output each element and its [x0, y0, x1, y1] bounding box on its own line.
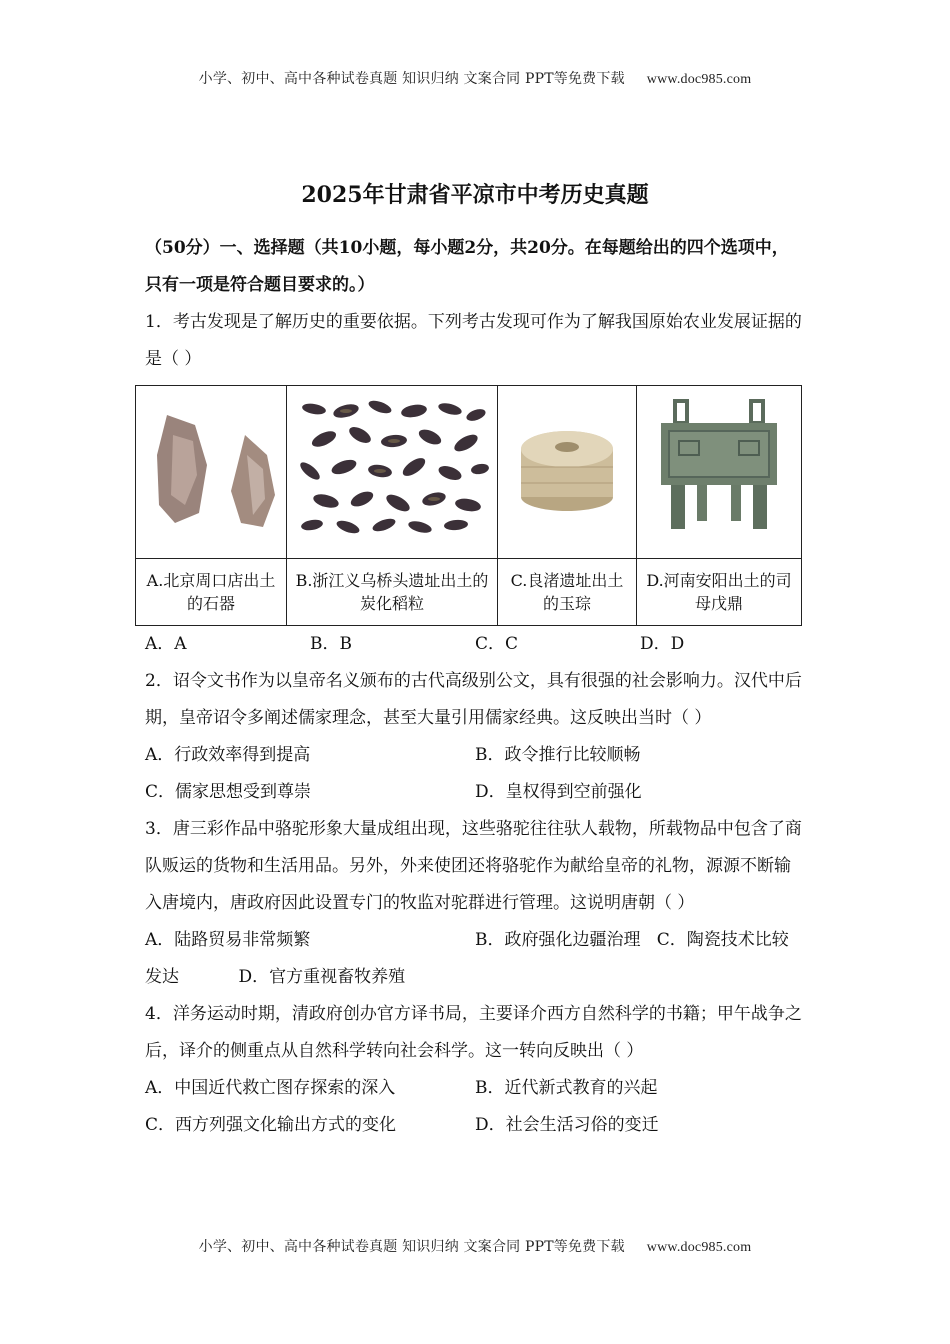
question-4-stem: 4．洋务运动时期，清政府创办官方译书局，主要译介西方自然科学的书籍；甲午战争之后，译介的侧重点从自然科学转向社会科学。这一转向反映出（ ） — [145, 1004, 802, 1061]
q3-option-a[interactable]: A．陆路贸易非常频繁 — [145, 930, 311, 950]
question-2-stem: 2．诏令文书作为以皇帝名义颁布的古代高级别公文，具有很强的社会影响力。汉代中后期，皇帝诏令多阐述儒家理念，甚至大量引用儒家经典。这反映出当时（ ） — [145, 671, 802, 728]
footer-text: 小学、初中、高中各种试卷真题 知识归纳 文案合同 PPT等免费下载 — [198, 1239, 625, 1255]
q2-option-b[interactable]: B．政令推行比较顺畅 — [475, 745, 641, 765]
q2-option-d[interactable]: D．皇权得到空前强化 — [475, 782, 642, 802]
q3-option-b[interactable]: B．政府强化边疆治理 — [475, 930, 641, 950]
question-1-stem: 1．考古发现是了解历史的重要依据。下列考古发现可作为了解我国原始农业发展证据的是（ ） — [145, 312, 802, 369]
page-footer — [0, 1236, 950, 1256]
question-4-options-row2 — [145, 1107, 805, 1144]
section-heading: （50分）一、选择题（共10小题，每小题2分，共20分。在每题给出的四个选项中，只有一项是符合题目要求的。） — [145, 238, 789, 295]
question-1-image-table — [135, 385, 802, 626]
jade-cong-icon — [507, 405, 627, 525]
page-header — [0, 68, 950, 88]
q4-option-d[interactable]: D．社会生活习俗的变迁 — [475, 1115, 659, 1135]
rice-grains-icon — [294, 395, 490, 535]
q1-option-b[interactable]: B．B — [310, 634, 352, 654]
question-3-options — [145, 922, 805, 996]
stone-tools-image — [136, 386, 287, 559]
q3-option-c[interactable]: C．陶瓷技术比较发达 — [145, 930, 789, 987]
q1-option-d[interactable]: D．D — [640, 634, 685, 654]
q4-option-b[interactable]: B．近代新式教育的兴起 — [475, 1078, 658, 1098]
question-3-stem: 3．唐三彩作品中骆驼形象大量成组出现，这些骆驼往往驮人载物，所载物品中包含了商队贩运的货物和生活用品。另外，外来使团还将骆驼作为献给皇帝的礼物，源源不断输入唐境内，唐政府因此设置专门的牧监对驼群进行管理。这说明唐朝（ ） — [145, 819, 802, 913]
q4-option-a[interactable]: A．中国近代救亡图存探索的深入 — [145, 1078, 396, 1098]
question-2-options-row1 — [145, 737, 805, 774]
bronze-ding-icon — [649, 395, 789, 535]
question-4-options-row1 — [145, 1070, 805, 1107]
q1-option-a[interactable]: A．A — [145, 634, 187, 654]
q4-option-c[interactable]: C．西方列强文化输出方式的变化 — [145, 1115, 397, 1135]
q2-option-c[interactable]: C．儒家思想受到尊崇 — [145, 782, 312, 802]
q3-option-d[interactable]: D．官方重视畜牧养殖 — [238, 967, 406, 987]
caption-b: B.浙江义乌桥头遗址出土的炭化稻粒 — [287, 559, 498, 626]
q1-option-c[interactable]: C．C — [475, 634, 519, 654]
stone-tools-icon — [137, 395, 285, 535]
caption-d: D.河南安阳出土的司母戊鼎 — [637, 559, 802, 626]
question-1-options — [145, 626, 805, 663]
header-url[interactable]: www.doc985.com — [646, 72, 752, 87]
question-2-options-row2 — [145, 774, 805, 811]
simuwu-ding-image — [637, 386, 802, 559]
caption-c: C.良渚遗址出土的玉琮 — [498, 559, 637, 626]
carbonized-rice-image — [287, 386, 498, 559]
exam-content — [145, 230, 805, 1144]
footer-url[interactable]: www.doc985.com — [646, 1240, 752, 1255]
jade-cong-image — [498, 386, 637, 559]
caption-a: A.北京周口店出土的石器 — [136, 559, 287, 626]
page-title: 2025年甘肃省平凉市中考历史真题 — [301, 182, 649, 208]
header-text: 小学、初中、高中各种试卷真题 知识归纳 文案合同 PPT等免费下载 — [198, 71, 625, 87]
q2-option-a[interactable]: A．行政效率得到提高 — [145, 745, 311, 765]
